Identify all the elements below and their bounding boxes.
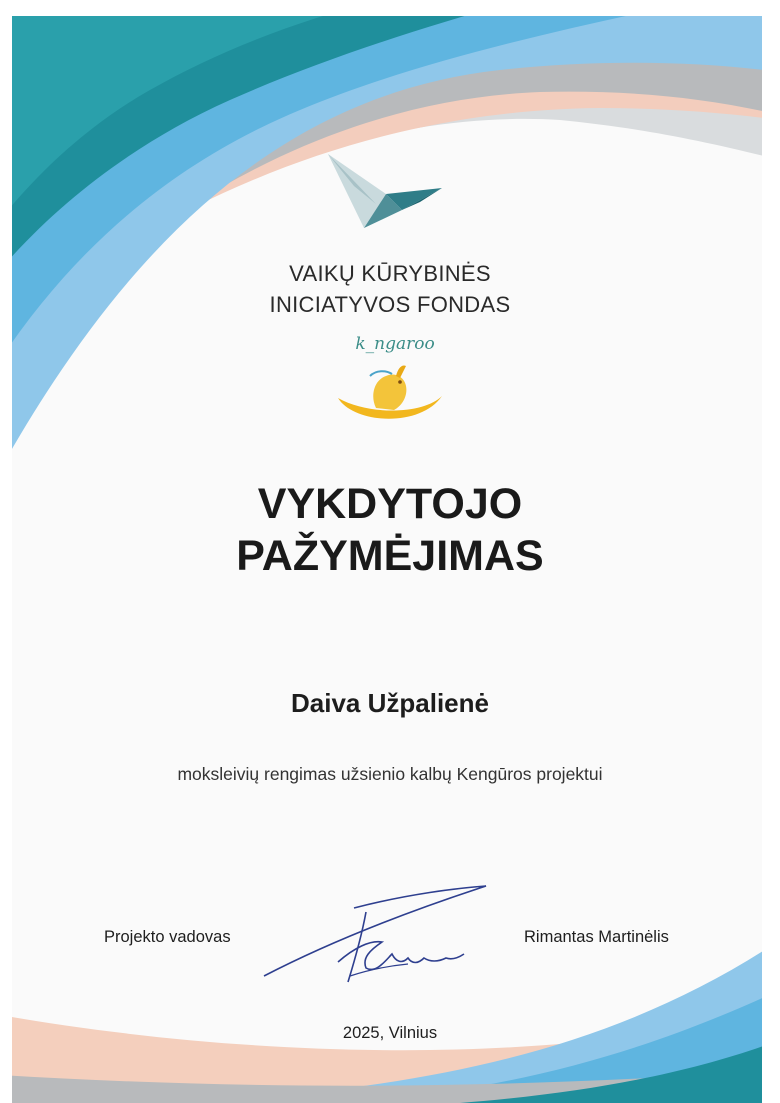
award-reason: moksleivių rengimas užsienio kalbų Kengūros projektui [177,764,603,784]
kangaroo-on-crescent-logo-icon [334,362,446,434]
fund-name [0,258,780,320]
certificate-title-line-1: VYKDYTOJO [257,480,523,528]
scan-margin-top [0,0,780,16]
fund-name-line-1: VAIKŲ KŪRYBINĖS [289,261,491,286]
fund-name-line-2: INICIATYVOS FONDAS [269,292,511,317]
place-and-date: 2025, Vilnius [342,1024,438,1042]
recipient-name: Daiva Užpalienė [291,688,489,718]
handwritten-signature [258,878,494,988]
signer-role: Projekto vadovas [104,928,231,946]
project-logo-text: k_ngaroo [355,334,435,354]
signer-name: Rimantas Martinėlis [524,928,669,946]
certificate-title-line-2: PAŽYMĖJIMAS [236,532,544,580]
certificate-title [0,478,780,582]
origami-bird-logo-icon [324,150,448,232]
